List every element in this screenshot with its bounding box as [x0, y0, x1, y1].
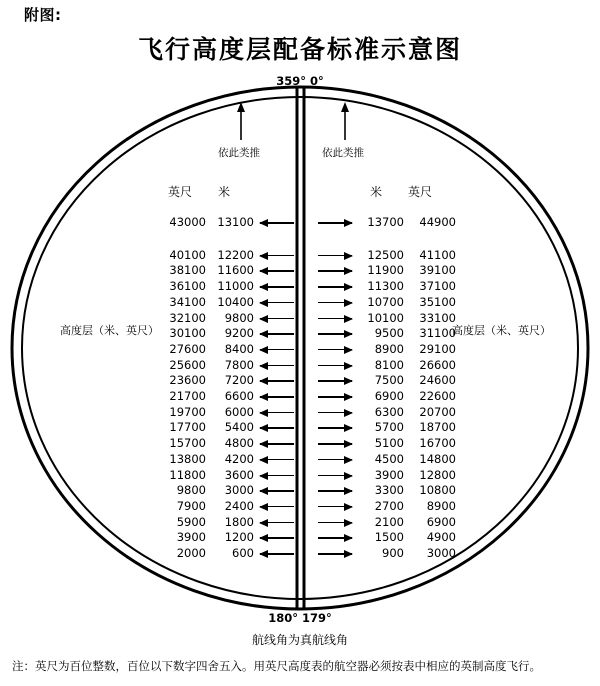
arrow-right-icon — [318, 349, 352, 351]
altitude-meter-value: 600 — [232, 546, 254, 560]
altitude-feet-value: 20700 — [419, 404, 456, 419]
altitude-feet-value: 37100 — [419, 279, 456, 294]
table-row — [318, 436, 458, 451]
altitude-meter-value: 5700 — [374, 420, 404, 435]
arrow-left-icon — [260, 506, 294, 508]
arrow-left-icon — [260, 396, 294, 398]
arrow-left-icon — [260, 286, 294, 288]
altitude-feet-value: 40100 — [169, 247, 206, 262]
altitude-meter-value: 6600 — [224, 389, 254, 403]
left-continuation-note: 依此类推 — [218, 147, 260, 159]
altitude-feet-value: 15700 — [169, 436, 206, 451]
altitude-meter-value: 5100 — [374, 436, 404, 451]
altitude-meter-value: 1200 — [224, 530, 254, 545]
altitude-meter-value: 7200 — [224, 373, 254, 388]
altitude-feet-value: 22600 — [419, 389, 456, 403]
right-continuation-note: 依此类推 — [322, 147, 364, 159]
bottom-note: 航线角为真航线角 — [251, 633, 348, 647]
table-row — [318, 215, 458, 230]
arrow-right-icon — [318, 537, 352, 539]
arrow-left-icon — [260, 443, 294, 445]
altitude-meter-value: 7800 — [224, 357, 254, 372]
table-row — [150, 546, 290, 561]
arrow-left-icon — [260, 302, 294, 304]
altitude-feet-value: 26600 — [419, 357, 456, 372]
table-row — [318, 311, 458, 326]
table-row — [150, 483, 290, 498]
altitude-feet-value: 31100 — [419, 326, 456, 341]
altitude-feet-value: 10800 — [419, 483, 456, 498]
altitude-feet-value: 8900 — [426, 498, 456, 513]
arrow-left-icon — [260, 380, 294, 382]
arrow-left-icon — [260, 365, 294, 367]
arrow-right-icon — [318, 553, 352, 555]
table-row — [318, 389, 458, 404]
arrow-right-icon — [318, 427, 352, 429]
altitude-meter-value: 1800 — [224, 514, 254, 529]
altitude-meter-value: 9800 — [224, 310, 254, 325]
table-row — [150, 326, 290, 341]
arrow-right-icon — [318, 302, 352, 304]
altitude-feet-value: 44900 — [419, 215, 456, 229]
altitude-meter-value: 11300 — [367, 279, 404, 294]
arrow-right-icon — [318, 255, 352, 257]
altitude-meter-value: 1500 — [374, 530, 404, 545]
table-row — [150, 342, 290, 357]
table-row — [150, 279, 290, 294]
top-bearing-label: 359° 0° — [276, 74, 324, 88]
altitude-feet-value: 35100 — [419, 294, 456, 309]
arrow-left-icon — [260, 522, 294, 524]
altitude-feet-value: 3000 — [426, 546, 456, 560]
table-row — [150, 499, 290, 514]
altitude-meter-value: 9200 — [224, 326, 254, 341]
arrow-left-icon — [260, 427, 294, 429]
altitude-feet-value: 13800 — [169, 451, 206, 466]
altitude-feet-value: 34100 — [169, 294, 206, 309]
altitude-feet-value: 21700 — [169, 389, 206, 403]
table-row — [150, 452, 290, 467]
altitude-meter-value: 8100 — [374, 357, 404, 372]
arrow-right-icon — [318, 365, 352, 367]
altitude-meter-value: 2100 — [374, 514, 404, 529]
arrow-right-icon — [318, 412, 352, 414]
table-row — [318, 452, 458, 467]
arrow-right-icon — [318, 333, 352, 335]
table-row — [318, 468, 458, 483]
table-row — [150, 420, 290, 435]
altitude-feet-value: 11800 — [169, 467, 206, 482]
altitude-meter-value: 900 — [382, 546, 404, 560]
altitude-meter-value: 10700 — [367, 294, 404, 309]
altitude-meter-value: 11600 — [217, 263, 254, 278]
left-column-header-feet: 英尺 — [168, 185, 193, 199]
arrow-right-icon — [318, 222, 352, 224]
altitude-meter-value: 3300 — [374, 483, 404, 498]
altitude-meter-value: 11000 — [217, 279, 254, 294]
altitude-meter-value: 12500 — [367, 247, 404, 262]
arrow-left-icon — [260, 255, 294, 257]
table-row — [150, 436, 290, 451]
altitude-meter-value: 9500 — [374, 326, 404, 341]
page-title: 飞行高度层配备标准示意图 — [137, 35, 462, 64]
table-row — [318, 483, 458, 498]
altitude-feet-value: 36100 — [169, 279, 206, 294]
table-row — [150, 215, 290, 230]
altitude-meter-value: 3900 — [374, 467, 404, 482]
table-row — [318, 248, 458, 263]
altitude-feet-value: 6900 — [426, 514, 456, 529]
altitude-feet-value: 32100 — [169, 310, 206, 325]
table-row — [150, 295, 290, 310]
altitude-feet-value: 38100 — [169, 263, 206, 278]
left-column-header-meter: 米 — [218, 185, 231, 199]
table-row — [318, 530, 458, 545]
right-column-header-feet: 英尺 — [408, 185, 433, 199]
altitude-feet-value: 4900 — [426, 530, 456, 545]
table-row — [318, 420, 458, 435]
table-row — [150, 530, 290, 545]
arrow-right-icon — [318, 443, 352, 445]
altitude-meter-value: 6000 — [224, 404, 254, 419]
table-row — [150, 248, 290, 263]
arrow-right-icon — [318, 490, 352, 492]
altitude-feet-value: 19700 — [169, 404, 206, 419]
altitude-feet-value: 16700 — [419, 436, 456, 451]
table-row — [150, 389, 290, 404]
arrow-left-icon — [260, 537, 294, 539]
altitude-feet-value: 17700 — [169, 420, 206, 435]
table-row — [150, 311, 290, 326]
altitude-meter-value: 13700 — [367, 215, 404, 229]
altitude-feet-value: 33100 — [419, 310, 456, 325]
table-row — [318, 515, 458, 530]
altitude-meter-value: 3000 — [224, 483, 254, 498]
altitude-meter-value: 4800 — [224, 436, 254, 451]
altitude-feet-value: 43000 — [169, 215, 206, 229]
table-row — [150, 468, 290, 483]
altitude-feet-value: 5900 — [176, 514, 206, 529]
table-row — [318, 263, 458, 278]
table-row — [150, 358, 290, 373]
altitude-feet-value: 2000 — [176, 546, 206, 560]
arrow-right-icon — [318, 396, 352, 398]
altitude-feet-value: 24600 — [419, 373, 456, 388]
table-row — [318, 326, 458, 341]
altitude-feet-value: 29100 — [419, 341, 456, 356]
arrow-right-icon — [318, 270, 352, 272]
arrow-right-icon — [318, 318, 352, 320]
arrow-left-icon — [260, 222, 294, 224]
table-row — [318, 546, 458, 561]
table-row — [318, 358, 458, 373]
altitude-feet-value: 41100 — [419, 247, 456, 262]
table-row — [150, 373, 290, 388]
arrow-left-icon — [260, 459, 294, 461]
arrow-left-icon — [260, 490, 294, 492]
arrow-right-icon — [318, 522, 352, 524]
altitude-meter-value: 2700 — [374, 498, 404, 513]
arrow-right-icon — [318, 506, 352, 508]
altitude-feet-value: 9800 — [176, 483, 206, 498]
altitude-meter-value: 12200 — [217, 247, 254, 262]
arrow-right-icon — [318, 459, 352, 461]
arrow-left-icon — [260, 270, 294, 272]
arrow-right-icon — [318, 380, 352, 382]
table-row — [318, 373, 458, 388]
altitude-feet-value: 39100 — [419, 263, 456, 278]
altitude-meter-value: 4200 — [224, 451, 254, 466]
table-row — [150, 263, 290, 278]
attachment-label: 附图: — [24, 6, 62, 24]
table-row — [318, 295, 458, 310]
altitude-feet-value: 12800 — [419, 467, 456, 482]
arrow-right-icon — [318, 475, 352, 477]
right-side-label: 高度层（米、英尺） — [452, 324, 551, 337]
altitude-meter-value: 6900 — [374, 389, 404, 403]
altitude-feet-value: 27600 — [169, 341, 206, 356]
altitude-meter-value: 4500 — [374, 451, 404, 466]
arrow-left-icon — [260, 553, 294, 555]
altitude-meter-value: 11900 — [367, 263, 404, 278]
right-column-header-meter: 米 — [370, 185, 383, 199]
altitude-meter-value: 2400 — [224, 498, 254, 513]
table-row — [318, 342, 458, 357]
altitude-feet-value: 14800 — [419, 451, 456, 466]
altitude-feet-value: 25600 — [169, 357, 206, 372]
altitude-meter-value: 6300 — [374, 404, 404, 419]
altitude-meter-value: 13100 — [217, 215, 254, 229]
altitude-feet-value: 23600 — [169, 373, 206, 388]
altitude-feet-value: 3900 — [176, 530, 206, 545]
altitude-meter-value: 10100 — [367, 310, 404, 325]
left-side-label: 高度层（米、英尺） — [60, 324, 159, 337]
table-row — [318, 499, 458, 514]
arrow-right-icon — [318, 286, 352, 288]
table-row — [318, 279, 458, 294]
table-row — [150, 405, 290, 420]
altitude-meter-value: 8400 — [224, 341, 254, 356]
altitude-meter-value: 3600 — [224, 467, 254, 482]
arrow-left-icon — [260, 349, 294, 351]
altitude-feet-value: 18700 — [419, 420, 456, 435]
altitude-meter-value: 7500 — [374, 373, 404, 388]
altitude-feet-value: 30100 — [169, 326, 206, 341]
altitude-meter-value: 8900 — [374, 341, 404, 356]
altitude-meter-value: 5400 — [224, 420, 254, 435]
arrow-left-icon — [260, 318, 294, 320]
arrow-left-icon — [260, 333, 294, 335]
footnote-text: 注：英尺为百位整数，百位以下数字四舍五入。用英尺高度表的航空器必须按表中相应的英制高度飞行。 — [12, 659, 541, 673]
arrow-left-icon — [260, 475, 294, 477]
arrow-left-icon — [260, 412, 294, 414]
altitude-feet-value: 7900 — [176, 498, 206, 513]
table-row — [150, 515, 290, 530]
bottom-bearing-label: 180° 179° — [268, 611, 332, 625]
table-row — [318, 405, 458, 420]
altitude-meter-value: 10400 — [217, 294, 254, 309]
